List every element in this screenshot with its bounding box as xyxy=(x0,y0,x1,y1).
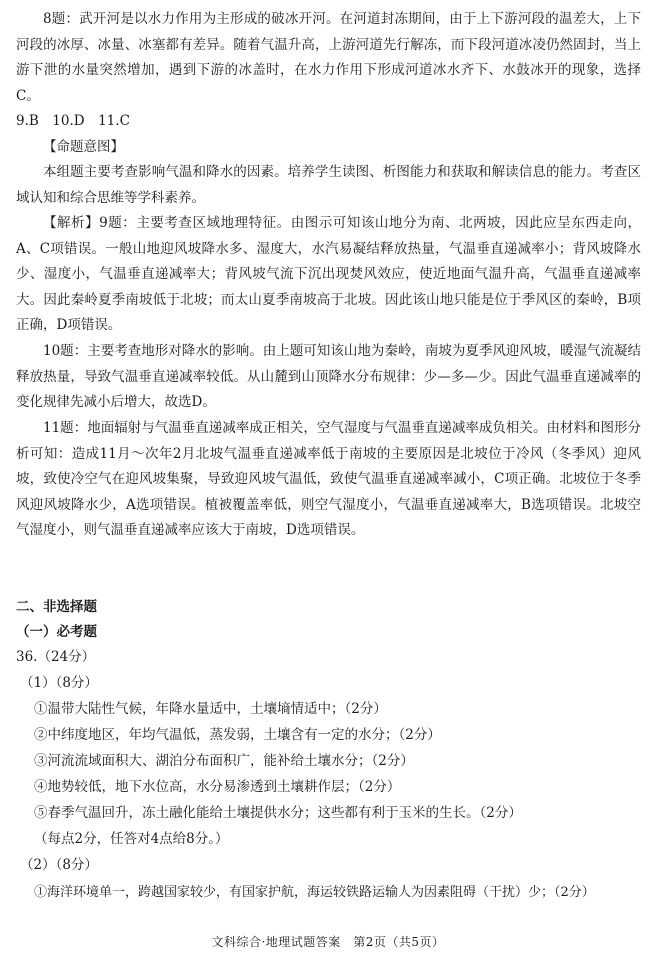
q36-part2-point1: ①海洋环境单一，跨越国家较少，有国家护航，海运较铁路运输人为因素阻碍（干扰）少；（2分） xyxy=(34,885,595,900)
q36-part1-point5: ⑤春季气温回升，冻土融化能给土壤提供水分；这些都有利于玉米的生长。（2分） xyxy=(34,805,522,821)
section-nonchoice: 二、非选择题 xyxy=(16,599,97,615)
page-footer: 文科综合·地理试题答案 第2页（共5页） xyxy=(211,935,445,949)
section-required: （一）必考题 xyxy=(16,624,97,640)
q9-analysis: 【解析】9题：主要考查区域地理特征。由图示可知该山地分为南、北两坡，因此应呈东西走向，A、C项错误。一般山地迎风坡降水多、湿度大，水汽易凝结释放热量，气温垂直递减率小；背风坡降水少、湿度小，气温垂直递减率大；背风坡气流下沉出现焚风效应，使近地面气温升高，气温垂直递减率大。因此秦岭夏季南坡低于北坡；而太山夏季南坡高于北坡。因此该山地只能是位于季风区的秦岭，B项正确，D项错误。 xyxy=(16,215,641,333)
q10-analysis: 10题：主要考查地形对降水的影响。由上题可知该山地为秦岭，南坡为夏季风迎风坡，暖湿气流凝结释放热量，导致气温垂直递减率较低。从山麓到山顶降水分布规律：少—多—少。因此气温垂直递减率的变化规律先减小后增大，故选D。 xyxy=(16,343,641,410)
q8-explanation: 8题：武开河是以水力作用为主形成的破冰开河。在河道封冻期间，由于上下游河段的温差大，上下河段的冰厚、冰量、冰塞都有差异。随着气温升高，上游河道先行解冻，而下段河道冰凌仍然固封，当上游下泄的水量突然增加，遇到下游的冰盖时，在水力作用下形成河道冰水齐下、水鼓冰开的现象，选择C。 xyxy=(16,11,641,104)
q36-part1-point4: ④地势较低，地下水位高，水分易渗透到土壤耕作层；（2分） xyxy=(34,779,401,795)
q36-score-note: （每点2分，任答对4点给8分。） xyxy=(34,831,229,847)
intent-title: 【命题意图】 xyxy=(43,139,124,155)
q36-part1: （1）（8分） xyxy=(20,675,98,691)
q36-part1-point3: ③河流流域面积大、湖泊分布面积广，能补给土壤水分；（2分） xyxy=(34,753,414,769)
answers-9-11: 9.B 10.D 11.C xyxy=(16,113,130,129)
q36-part1-point2: ②中纬度地区，年均气温低，蒸发弱，土壤含有一定的水分；（2分） xyxy=(34,727,441,743)
intent-text: 本组题主要考查影响气温和降水的因素。培养学生读图、析图能力和获取和解读信息的能力。考查区域认知和综合思维等学科素养。 xyxy=(16,164,641,206)
q36-part1-point1: ①温带大陆性气候，年降水量适中，土壤墒情适中；（2分） xyxy=(34,701,387,717)
q36-title: 36.（24分） xyxy=(16,649,96,665)
q36-part2: （2）（8分） xyxy=(20,857,98,873)
q11-analysis: 11题：地面辐射与气温垂直递减率成正相关，空气湿度与气温垂直递减率成负相关。由材料和图形分析可知：造成11月～次年2月北坡气温垂直递减率低于南坡的主要原因是北坡位于冷风（冬季风）迎风坡，致使冷空气在迎风坡集聚，导致迎风坡气温低，致使气温垂直递减率减小，C项正确。北坡位于冬季风迎风坡降水少，A选项错误。植被覆盖率低，则空气湿度小，气温垂直递减率大，B选项错误。北坡空气湿度小，则气温垂直递减率应该大于南坡，D选项错误。 xyxy=(16,420,641,538)
